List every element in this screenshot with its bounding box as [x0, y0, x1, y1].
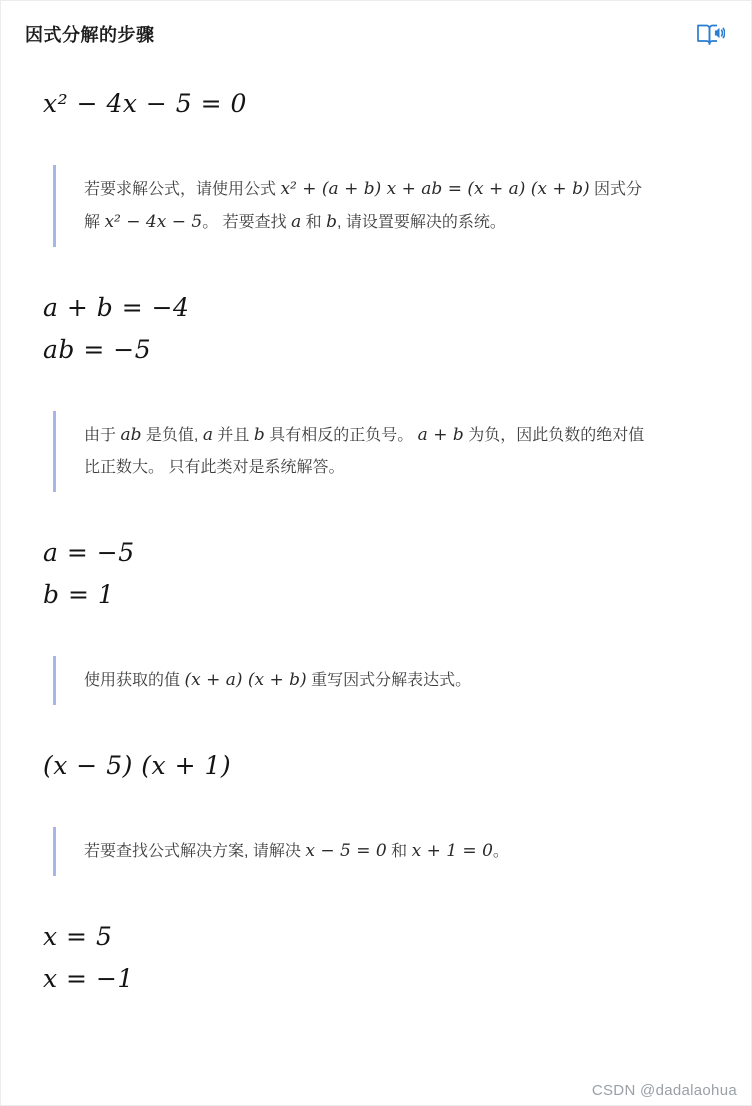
note-text	[84, 419, 651, 484]
inline-math: (x + a) (x + b)	[184, 670, 307, 690]
inline-math: b	[253, 425, 265, 445]
inline-math: a	[202, 425, 213, 445]
inline-math: x² − 4x − 5	[104, 212, 203, 232]
note-text-segment: 因式分解	[84, 181, 643, 231]
explanation-note	[53, 656, 687, 705]
math-line: a + b = −4	[43, 293, 190, 322]
note-text-segment: 和	[301, 214, 327, 231]
math-line: x = 5	[43, 922, 113, 951]
watermark: CSDN @dadalaohua	[591, 1082, 737, 1099]
note-text-segment: 若要求解公式，请使用公式	[84, 181, 281, 198]
solution-steps	[25, 83, 727, 1000]
math-line: (x − 5) (x + 1)	[43, 751, 232, 780]
note-text-segment: 具有相反的正负号。	[264, 427, 418, 444]
math-line: x² − 4x − 5 = 0	[43, 89, 247, 118]
inline-math: x − 5 = 0	[305, 841, 387, 861]
math-line: x = −1	[43, 964, 134, 993]
note-text-segment: 使用获取的值	[84, 672, 185, 689]
inline-math: x² + (a + b) x + ab = (x + a) (x + b)	[280, 179, 590, 199]
math-line: a = −5	[43, 538, 135, 567]
inline-math: a + b	[417, 425, 464, 445]
explanation-note	[53, 165, 687, 247]
math-block	[43, 532, 727, 616]
inline-math: a	[291, 212, 302, 232]
note-text-segment: 若要查找公式解决方案, 请解决	[84, 843, 306, 860]
note-text	[84, 173, 651, 239]
math-line: ab = −5	[43, 335, 152, 364]
inline-math: x + 1 = 0	[411, 841, 493, 861]
math-block	[43, 83, 727, 125]
note-text-segment: 由于	[84, 427, 121, 444]
note-text	[84, 835, 651, 868]
math-line: b = 1	[43, 580, 115, 609]
note-text	[84, 664, 651, 697]
note-text-segment: 重写因式分解表达式。	[306, 672, 472, 689]
explanation-note	[53, 827, 687, 876]
math-block	[43, 745, 727, 787]
note-text-segment: 为负，因此负数的绝对值比正数大。 只有此类对是系统解答。	[84, 427, 645, 476]
page-title: 因式分解的步骤	[25, 25, 155, 45]
card-header	[25, 19, 727, 51]
explanation-note	[53, 411, 687, 492]
note-text-segment: 是负值,	[141, 427, 203, 444]
note-text-segment: 。	[492, 843, 509, 860]
read-aloud-button[interactable]	[693, 19, 727, 51]
math-block	[43, 287, 727, 371]
note-text-segment: 和	[386, 843, 412, 860]
math-block	[43, 916, 727, 1000]
read-aloud-book-speaker-icon	[695, 37, 725, 52]
inline-math: ab	[120, 425, 142, 445]
note-text-segment: , 请设置要解决的系统。	[337, 214, 506, 231]
inline-math: b	[326, 212, 338, 232]
note-text-segment: 。 若要查找	[202, 214, 292, 231]
note-text-segment: 并且	[212, 427, 254, 444]
